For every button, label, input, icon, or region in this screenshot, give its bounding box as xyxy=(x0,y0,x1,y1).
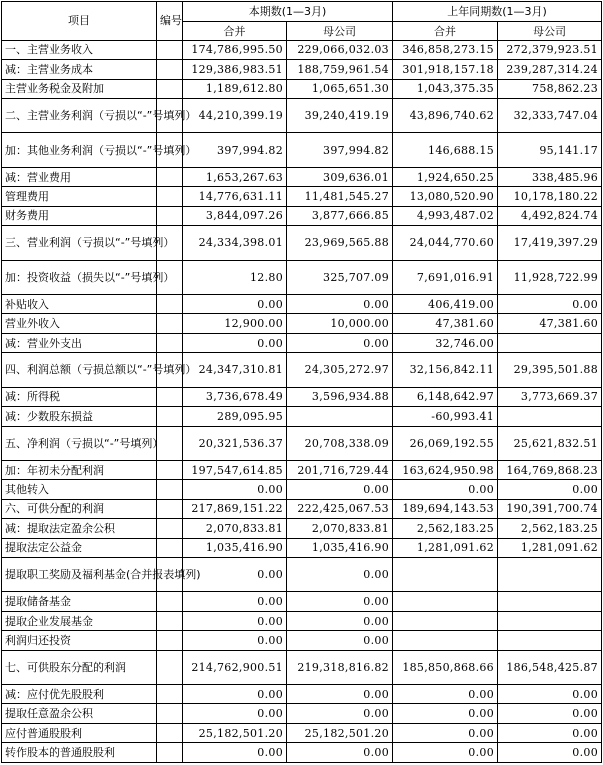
prior-parent-value: 4,492,824.74 xyxy=(498,206,602,225)
table-row xyxy=(2,98,602,132)
prior-consolidated-value xyxy=(393,631,498,650)
row-code xyxy=(157,460,183,479)
prior-parent-value: 10,178,180.22 xyxy=(498,187,602,206)
row-label: 减：应付优先股股利 xyxy=(2,685,157,704)
current-consolidated-value: 0.00 xyxy=(183,557,287,591)
row-code xyxy=(157,480,183,499)
row-label: 加：年初未分配利润 xyxy=(2,460,157,479)
current-consolidated-value: 14,776,631.11 xyxy=(183,187,287,206)
current-consolidated-value: 129,386,983.51 xyxy=(183,60,287,79)
table-row xyxy=(2,557,602,591)
prior-parent-value xyxy=(498,592,602,611)
current-parent-value: 0.00 xyxy=(287,743,393,763)
current-consolidated-value: 12,900.00 xyxy=(183,314,287,333)
table-row xyxy=(2,206,602,225)
header-code: 编号 xyxy=(157,2,183,41)
row-label: 七、可供股东分配的利润 xyxy=(2,650,157,684)
prior-parent-value: 32,333,747.04 xyxy=(498,98,602,132)
prior-parent-value: 29,395,501.88 xyxy=(498,353,602,387)
current-consolidated-value: 0.00 xyxy=(183,480,287,499)
prior-parent-value xyxy=(498,333,602,352)
table-row xyxy=(2,40,602,59)
row-code xyxy=(157,314,183,333)
row-code xyxy=(157,79,183,98)
table-row xyxy=(2,685,602,704)
row-label: 一、主营业务收入 xyxy=(2,40,157,59)
row-label: 三、营业利润（亏损以“-”号填列） xyxy=(2,226,157,260)
row-code xyxy=(157,743,183,763)
row-label: 转作股本的普通股股利 xyxy=(2,743,157,763)
current-parent-value: 201,716,729.44 xyxy=(287,460,393,479)
current-parent-value: 229,066,032.03 xyxy=(287,40,393,59)
prior-consolidated-value: 0.00 xyxy=(393,704,498,723)
prior-consolidated-value xyxy=(393,611,498,630)
current-consolidated-value: 3,736,678.49 xyxy=(183,387,287,406)
row-code xyxy=(157,723,183,742)
current-consolidated-value: 0.00 xyxy=(183,295,287,314)
prior-parent-value: 190,391,700.74 xyxy=(498,499,602,518)
prior-consolidated-value: 4,993,487.02 xyxy=(393,206,498,225)
row-label: 应付普通股股利 xyxy=(2,723,157,742)
table-row xyxy=(2,650,602,684)
current-consolidated-value: 20,321,536.37 xyxy=(183,426,287,460)
current-consolidated-value: 2,070,833.81 xyxy=(183,519,287,538)
prior-parent-value: 95,141.17 xyxy=(498,133,602,167)
current-consolidated-value: 0.00 xyxy=(183,685,287,704)
table-row xyxy=(2,260,602,294)
current-consolidated-value: 0.00 xyxy=(183,631,287,650)
table-row xyxy=(2,723,602,742)
prior-consolidated-value: 2,562,183.25 xyxy=(393,519,498,538)
table-row xyxy=(2,60,602,79)
prior-consolidated-value xyxy=(393,557,498,591)
prior-parent-value xyxy=(498,407,602,426)
table-row xyxy=(2,314,602,333)
row-label: 减：所得税 xyxy=(2,387,157,406)
prior-parent-value: 0.00 xyxy=(498,743,602,763)
prior-parent-value: 1,281,091.62 xyxy=(498,538,602,557)
row-code xyxy=(157,387,183,406)
prior-consolidated-value: 26,069,192.55 xyxy=(393,426,498,460)
table-row xyxy=(2,407,602,426)
header-prior-period: 上年同期数(1—3月) xyxy=(393,2,602,22)
row-code xyxy=(157,167,183,186)
table-row xyxy=(2,353,602,387)
current-consolidated-value: 0.00 xyxy=(183,704,287,723)
row-label: 管理费用 xyxy=(2,187,157,206)
prior-consolidated-value: 0.00 xyxy=(393,723,498,742)
prior-consolidated-value xyxy=(393,592,498,611)
current-consolidated-value: 217,869,151.22 xyxy=(183,499,287,518)
table-row xyxy=(2,704,602,723)
current-consolidated-value: 0.00 xyxy=(183,592,287,611)
table-row xyxy=(2,387,602,406)
row-label: 减：少数股东损益 xyxy=(2,407,157,426)
prior-consolidated-value: -60,993.41 xyxy=(393,407,498,426)
row-label: 提取职工奖励及福利基金(合并报表填列) xyxy=(2,557,157,591)
current-consolidated-value: 24,334,398.01 xyxy=(183,226,287,260)
current-parent-value: 3,596,934.88 xyxy=(287,387,393,406)
row-code xyxy=(157,499,183,518)
prior-consolidated-value: 0.00 xyxy=(393,480,498,499)
current-parent-value: 10,000.00 xyxy=(287,314,393,333)
row-label: 提取企业发展基金 xyxy=(2,611,157,630)
current-consolidated-value: 1,653,267.63 xyxy=(183,167,287,186)
current-parent-value: 23,969,565.88 xyxy=(287,226,393,260)
row-code xyxy=(157,611,183,630)
table-row xyxy=(2,538,602,557)
current-parent-value: 11,481,545.27 xyxy=(287,187,393,206)
prior-parent-value: 0.00 xyxy=(498,685,602,704)
header-item: 项目 xyxy=(2,2,157,41)
current-consolidated-value: 3,844,097.26 xyxy=(183,206,287,225)
row-label: 其他转入 xyxy=(2,480,157,499)
current-parent-value: 3,877,666.85 xyxy=(287,206,393,225)
table-row xyxy=(2,426,602,460)
row-label: 减：提取法定盈余公积 xyxy=(2,519,157,538)
prior-parent-value: 758,862.23 xyxy=(498,79,602,98)
table-row xyxy=(2,499,602,518)
current-parent-value: 222,425,067.53 xyxy=(287,499,393,518)
row-label: 提取法定公益金 xyxy=(2,538,157,557)
prior-parent-value xyxy=(498,611,602,630)
table-row xyxy=(2,226,602,260)
row-label: 减：营业外支出 xyxy=(2,333,157,352)
prior-consolidated-value: 1,043,375.35 xyxy=(393,79,498,98)
header-prior-parent: 母公司 xyxy=(498,22,602,40)
table-row xyxy=(2,743,602,763)
row-label: 利润归还投资 xyxy=(2,631,157,650)
row-label: 四、利润总额（亏损总额以“-”号填列） xyxy=(2,353,157,387)
prior-consolidated-value: 1,281,091.62 xyxy=(393,538,498,557)
row-label: 加：投资收益（损失以“-”号填列） xyxy=(2,260,157,294)
row-label: 加：其他业务利润（亏损以“-”号填列） xyxy=(2,133,157,167)
current-parent-value: 309,636.01 xyxy=(287,167,393,186)
current-consolidated-value: 0.00 xyxy=(183,743,287,763)
current-parent-value: 0.00 xyxy=(287,592,393,611)
current-parent-value: 0.00 xyxy=(287,557,393,591)
current-consolidated-value: 397,994.82 xyxy=(183,133,287,167)
prior-parent-value: 186,548,425.87 xyxy=(498,650,602,684)
prior-consolidated-value: 301,918,157.18 xyxy=(393,60,498,79)
current-consolidated-value: 214,762,900.51 xyxy=(183,650,287,684)
current-parent-value: 0.00 xyxy=(287,480,393,499)
prior-parent-value: 239,287,314.24 xyxy=(498,60,602,79)
prior-parent-value: 272,379,923.51 xyxy=(498,40,602,59)
prior-parent-value: 0.00 xyxy=(498,723,602,742)
current-consolidated-value: 197,547,614.85 xyxy=(183,460,287,479)
current-consolidated-value: 1,035,416.90 xyxy=(183,538,287,557)
current-parent-value: 0.00 xyxy=(287,685,393,704)
row-label: 主营业务税金及附加 xyxy=(2,79,157,98)
table-body xyxy=(2,2,602,763)
prior-parent-value: 338,485.96 xyxy=(498,167,602,186)
current-parent-value: 1,035,416.90 xyxy=(287,538,393,557)
current-parent-value: 0.00 xyxy=(287,333,393,352)
prior-consolidated-value: 163,624,950.98 xyxy=(393,460,498,479)
table-row xyxy=(2,333,602,352)
row-code xyxy=(157,295,183,314)
row-label: 补贴收入 xyxy=(2,295,157,314)
prior-parent-value: 164,769,868.23 xyxy=(498,460,602,479)
table-row xyxy=(2,167,602,186)
row-label: 提取任意盈余公积 xyxy=(2,704,157,723)
table-row xyxy=(2,631,602,650)
prior-parent-value: 25,621,832.51 xyxy=(498,426,602,460)
table-row xyxy=(2,187,602,206)
prior-parent-value: 0.00 xyxy=(498,704,602,723)
current-parent-value: 219,318,816.82 xyxy=(287,650,393,684)
current-parent-value: 20,708,338.09 xyxy=(287,426,393,460)
current-parent-value: 1,065,651.30 xyxy=(287,79,393,98)
current-parent-value: 2,070,833.81 xyxy=(287,519,393,538)
row-code xyxy=(157,60,183,79)
prior-parent-value: 11,928,722.99 xyxy=(498,260,602,294)
current-parent-value: 188,759,961.54 xyxy=(287,60,393,79)
row-label: 减：营业费用 xyxy=(2,167,157,186)
prior-consolidated-value: 32,156,842.11 xyxy=(393,353,498,387)
header-current-period: 本期数(1—3月) xyxy=(183,2,393,22)
prior-consolidated-value: 13,080,520.90 xyxy=(393,187,498,206)
row-label: 减：主营业务成本 xyxy=(2,60,157,79)
row-code xyxy=(157,407,183,426)
row-code xyxy=(157,592,183,611)
prior-parent-value: 47,381.60 xyxy=(498,314,602,333)
row-code xyxy=(157,187,183,206)
header-current-parent: 母公司 xyxy=(287,22,393,40)
current-consolidated-value: 0.00 xyxy=(183,333,287,352)
current-parent-value: 0.00 xyxy=(287,704,393,723)
row-label: 提取储备基金 xyxy=(2,592,157,611)
current-consolidated-value: 289,095.95 xyxy=(183,407,287,426)
current-parent-value: 24,305,272.97 xyxy=(287,353,393,387)
current-parent-value: 0.00 xyxy=(287,295,393,314)
row-label: 二、主营业务利润（亏损以“-”号填列） xyxy=(2,98,157,132)
prior-consolidated-value: 43,896,740.62 xyxy=(393,98,498,132)
current-consolidated-value: 24,347,310.81 xyxy=(183,353,287,387)
prior-consolidated-value: 32,746.00 xyxy=(393,333,498,352)
row-code xyxy=(157,538,183,557)
prior-parent-value: 3,773,669.37 xyxy=(498,387,602,406)
current-parent-value: 325,707.09 xyxy=(287,260,393,294)
prior-consolidated-value: 47,381.60 xyxy=(393,314,498,333)
current-parent-value: 0.00 xyxy=(287,611,393,630)
row-label: 六、可供分配的利润 xyxy=(2,499,157,518)
row-label: 五、净利润（亏损以“-”号填列） xyxy=(2,426,157,460)
prior-parent-value: 0.00 xyxy=(498,480,602,499)
row-code xyxy=(157,333,183,352)
current-consolidated-value: 174,786,995.50 xyxy=(183,40,287,59)
current-consolidated-value: 12.80 xyxy=(183,260,287,294)
current-consolidated-value: 25,182,501.20 xyxy=(183,723,287,742)
prior-parent-value: 0.00 xyxy=(498,295,602,314)
current-parent-value: 39,240,419.19 xyxy=(287,98,393,132)
prior-consolidated-value: 24,044,770.60 xyxy=(393,226,498,260)
current-parent-value xyxy=(287,407,393,426)
prior-consolidated-value: 0.00 xyxy=(393,743,498,763)
row-code xyxy=(157,519,183,538)
row-code xyxy=(157,685,183,704)
table-row xyxy=(2,592,602,611)
prior-consolidated-value: 406,419.00 xyxy=(393,295,498,314)
current-parent-value: 397,994.82 xyxy=(287,133,393,167)
current-parent-value: 25,182,501.20 xyxy=(287,723,393,742)
row-code xyxy=(157,704,183,723)
table-row xyxy=(2,480,602,499)
prior-consolidated-value: 189,694,143.53 xyxy=(393,499,498,518)
current-consolidated-value: 1,189,612.80 xyxy=(183,79,287,98)
prior-consolidated-value: 185,850,868.66 xyxy=(393,650,498,684)
table-row xyxy=(2,460,602,479)
header-row-1 xyxy=(2,2,602,22)
header-current-consolidated: 合并 xyxy=(183,22,287,40)
prior-parent-value: 17,419,397.29 xyxy=(498,226,602,260)
prior-consolidated-value: 146,688.15 xyxy=(393,133,498,167)
prior-consolidated-value: 7,691,016.91 xyxy=(393,260,498,294)
prior-consolidated-value: 346,858,273.15 xyxy=(393,40,498,59)
current-parent-value: 0.00 xyxy=(287,631,393,650)
prior-consolidated-value: 0.00 xyxy=(393,685,498,704)
header-prior-consolidated: 合并 xyxy=(393,22,498,40)
table-row xyxy=(2,611,602,630)
row-code xyxy=(157,650,183,684)
table-row xyxy=(2,295,602,314)
table-row xyxy=(2,79,602,98)
row-code xyxy=(157,206,183,225)
row-code xyxy=(157,631,183,650)
current-consolidated-value: 0.00 xyxy=(183,611,287,630)
table-row xyxy=(2,519,602,538)
table-row xyxy=(2,133,602,167)
prior-parent-value: 2,562,183.25 xyxy=(498,519,602,538)
row-code xyxy=(157,40,183,59)
income-statement-table xyxy=(1,1,602,763)
prior-consolidated-value: 6,148,642.97 xyxy=(393,387,498,406)
row-label: 营业外收入 xyxy=(2,314,157,333)
current-consolidated-value: 44,210,399.19 xyxy=(183,98,287,132)
prior-consolidated-value: 1,924,650.25 xyxy=(393,167,498,186)
prior-parent-value xyxy=(498,557,602,591)
prior-parent-value xyxy=(498,631,602,650)
row-label: 财务费用 xyxy=(2,206,157,225)
